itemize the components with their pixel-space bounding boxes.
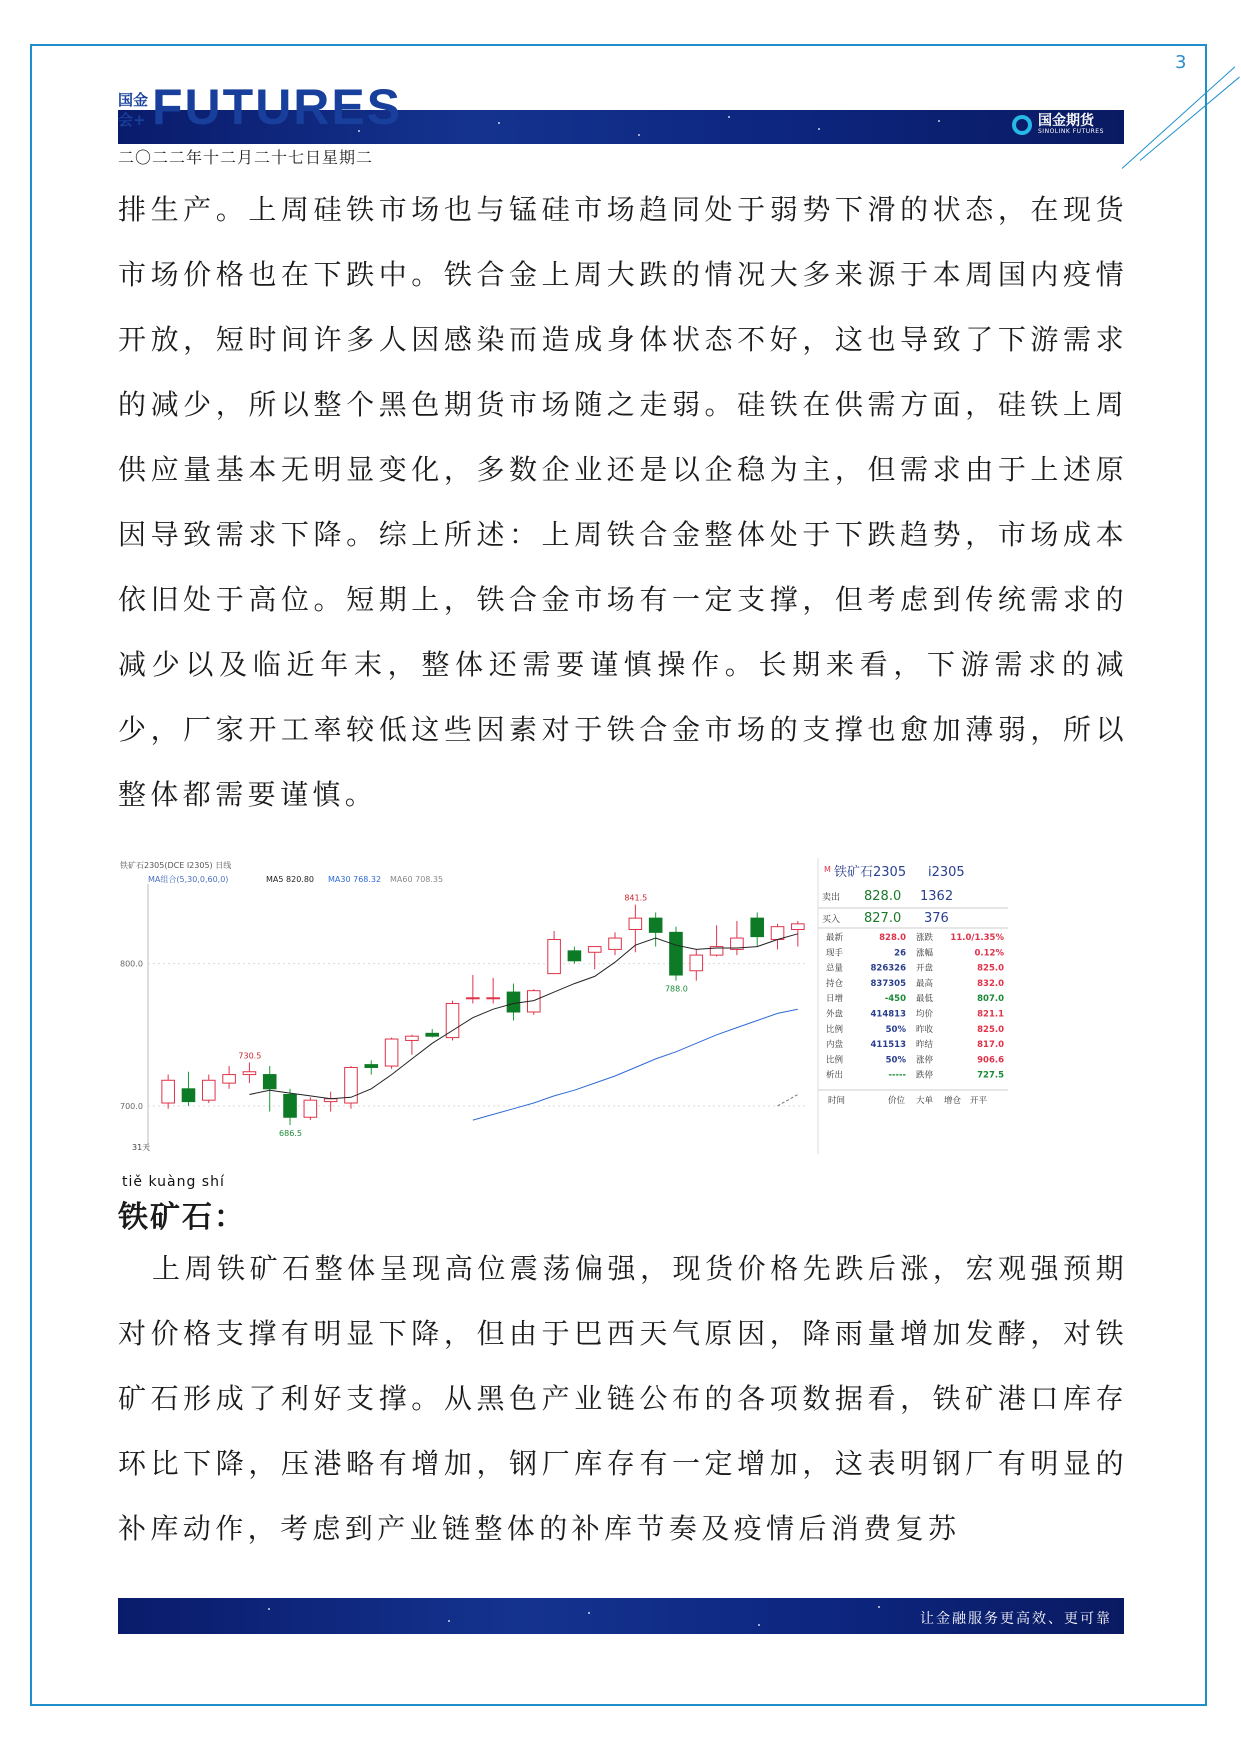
quote-label: 最新 xyxy=(826,933,844,943)
quote-value: 50% xyxy=(885,1024,906,1035)
quote-label: 涨幅 xyxy=(916,948,934,959)
brand-name-cn: 国金期货 xyxy=(1038,113,1094,129)
quote-value: -450 xyxy=(884,994,906,1005)
page-number: 3 xyxy=(1175,52,1187,73)
brand-name-en: SINOLINK FUTURES xyxy=(1038,128,1104,135)
candle xyxy=(446,1003,459,1037)
section-title: 铁矿石： xyxy=(118,1200,246,1235)
candle xyxy=(507,992,520,1012)
quote-label: 外盘 xyxy=(826,1009,844,1020)
days-label: 31天 xyxy=(132,1143,151,1152)
price-annotation-3: 788.0 xyxy=(664,984,688,994)
quote-label: 最低 xyxy=(916,994,934,1005)
panel-tab: 大单 xyxy=(916,1096,934,1106)
price-annotation-2: 841.5 xyxy=(624,893,648,903)
sell-price: 828.0 xyxy=(864,889,902,904)
report-date: 二〇二二年十二月二十七日星期二 xyxy=(118,148,374,167)
y-tick-label-1: 800.0 xyxy=(120,959,143,969)
price-annotation-1: 686.5 xyxy=(279,1129,302,1139)
panel-tab: 增仓 xyxy=(944,1096,962,1106)
candle xyxy=(670,932,683,975)
paragraph-iron-ore: 上周铁矿石整体呈现高位震荡偏强，现货价格先跌后涨，宏观强预期对价格支撑有明显下降，但由于巴西天气原因，降雨量增加发酵，对铁矿石形成了利好支撑。从黑色产业链公布的各项数据看，铁矿港口库存环比下降，压港略有增加，钢厂库存有一定增加，这表明钢厂有明显的补库动作，考虑到产业链整体的补库节奏及疫情后消费复苏 xyxy=(118,1252,1128,1545)
indicator-label: MA组合(5,30,0,60,0) xyxy=(148,875,229,884)
instrument-code: i2305 xyxy=(928,865,965,880)
candle xyxy=(629,918,642,929)
candle xyxy=(487,998,500,999)
y-tick-label-0: 700.0 xyxy=(120,1101,143,1111)
candle xyxy=(649,918,662,932)
chart-title: 铁矿石2305(DCE I2305) 日线 xyxy=(120,861,232,870)
quote-value: 727.5 xyxy=(977,1070,1004,1081)
instrument-name: 铁矿石2305 xyxy=(834,865,907,880)
panel-tab: 开平 xyxy=(970,1096,988,1106)
candle xyxy=(243,1072,256,1075)
candle xyxy=(284,1094,297,1117)
quote-value: 411513 xyxy=(870,1040,906,1051)
quote-label: 比例 xyxy=(826,1055,844,1066)
quote-value: 832.0 xyxy=(977,978,1004,989)
candle xyxy=(609,938,622,949)
quote-label: 总量 xyxy=(826,963,844,974)
ma-label-1: MA30 768.32 xyxy=(328,875,382,884)
quote-value: 26 xyxy=(894,948,906,959)
footer-slogan: 让金融服务更高效、更可靠 xyxy=(920,1611,1112,1627)
candle xyxy=(304,1100,317,1117)
candle xyxy=(223,1075,236,1084)
candle xyxy=(690,955,703,971)
brand-logo xyxy=(1012,114,1104,136)
candlestick-chart xyxy=(118,858,1118,1154)
sell-volume: 1362 xyxy=(920,889,954,904)
candle xyxy=(548,939,561,973)
ma-label-2: MA60 708.35 xyxy=(390,875,444,884)
candle xyxy=(426,1033,439,1036)
candle xyxy=(162,1080,175,1103)
candle xyxy=(182,1089,195,1102)
section-heading xyxy=(118,1174,246,1236)
quote-value: 825.0 xyxy=(977,963,1004,974)
brand-mark-icon xyxy=(1012,115,1032,135)
quote-value: 837305 xyxy=(870,978,906,989)
quote-value: 11.0/1.35% xyxy=(950,933,1004,943)
quote-label: 均价 xyxy=(916,1009,934,1020)
candle xyxy=(263,1075,276,1089)
quote-label: 开盘 xyxy=(916,963,934,974)
buy-price: 827.0 xyxy=(864,911,902,926)
paragraph-ferroalloy: 排生产。上周硅铁市场也与锰硅市场趋同处于弱势下滑的状态，在现货市场价格也在下跌中。铁合金上周大跌的情况大多来源于本周国内疫情开放，短时间许多人因感染而造成身体状态不好，这也导致了下游需求的减少，所以整个黑色期货市场随之走弱。硅铁在供需方面，硅铁上周供应量基本无明显变化，多数企业还是以企稳为主，但需求由于上述原因导致需求下降。综上所述：上周铁合金整体处于下跌趋势，市场成本依旧处于高位。短期上，铁合金市场有一定支撑，但考虑到传统需求的减少以及临近年末，整体还需要谨慎操作。长期来看，下游需求的减少，厂家开工率较低这些因素对于铁合金市场的支撑也愈加薄弱，所以整体都需要谨慎。 xyxy=(118,193,1128,811)
quote-value: 807.0 xyxy=(977,994,1004,1005)
quote-label: 析出 xyxy=(826,1070,844,1081)
ma-label-0: MA5 820.80 xyxy=(266,875,314,884)
logo-cn: 国金会+ xyxy=(118,91,149,129)
quote-label: 涨跌 xyxy=(916,933,934,943)
candle xyxy=(467,998,480,999)
candle xyxy=(406,1036,419,1040)
panel-marker: M xyxy=(824,865,831,874)
logo-futures: FUTURES xyxy=(152,79,403,135)
quote-value: 0.12% xyxy=(974,948,1004,959)
quote-label: 持仓 xyxy=(826,978,844,989)
candle xyxy=(202,1080,215,1100)
candle xyxy=(771,927,784,940)
quote-label: 涨停 xyxy=(916,1055,934,1066)
candle xyxy=(588,947,601,953)
quote-value: 906.6 xyxy=(977,1055,1004,1066)
candle xyxy=(568,951,581,961)
buy-volume: 376 xyxy=(924,911,949,926)
price-annotation-0: 730.5 xyxy=(238,1051,262,1061)
candle xyxy=(751,918,764,936)
quote-value: ----- xyxy=(888,1070,906,1081)
quote-value: 414813 xyxy=(870,1009,906,1020)
quote-label: 日增 xyxy=(826,994,844,1005)
buy-label: 买入 xyxy=(822,915,841,925)
quote-label: 最高 xyxy=(916,978,934,989)
quote-value: 828.0 xyxy=(879,933,906,943)
sell-label: 卖出 xyxy=(822,893,841,903)
quote-label: 昨结 xyxy=(916,1040,934,1051)
quote-label: 比例 xyxy=(826,1024,844,1035)
quote-label: 跌停 xyxy=(916,1070,934,1081)
footer-banner xyxy=(118,1598,1124,1634)
price-chart xyxy=(118,858,1118,1154)
candle xyxy=(365,1065,378,1068)
candle xyxy=(792,924,805,930)
quote-value: 50% xyxy=(885,1055,906,1066)
panel-tab: 价位 xyxy=(888,1096,906,1106)
quote-label: 现手 xyxy=(826,948,844,959)
quote-value: 825.0 xyxy=(977,1024,1004,1035)
panel-tab: 时间 xyxy=(828,1096,846,1106)
quote-value: 826326 xyxy=(870,963,906,974)
quote-value: 821.1 xyxy=(977,1009,1004,1020)
quote-label: 内盘 xyxy=(826,1040,844,1051)
quote-value: 817.0 xyxy=(977,1040,1004,1051)
candle xyxy=(385,1039,398,1066)
section-pinyin: tiě kuàng shí xyxy=(122,1174,225,1190)
quote-label: 昨收 xyxy=(916,1024,934,1035)
